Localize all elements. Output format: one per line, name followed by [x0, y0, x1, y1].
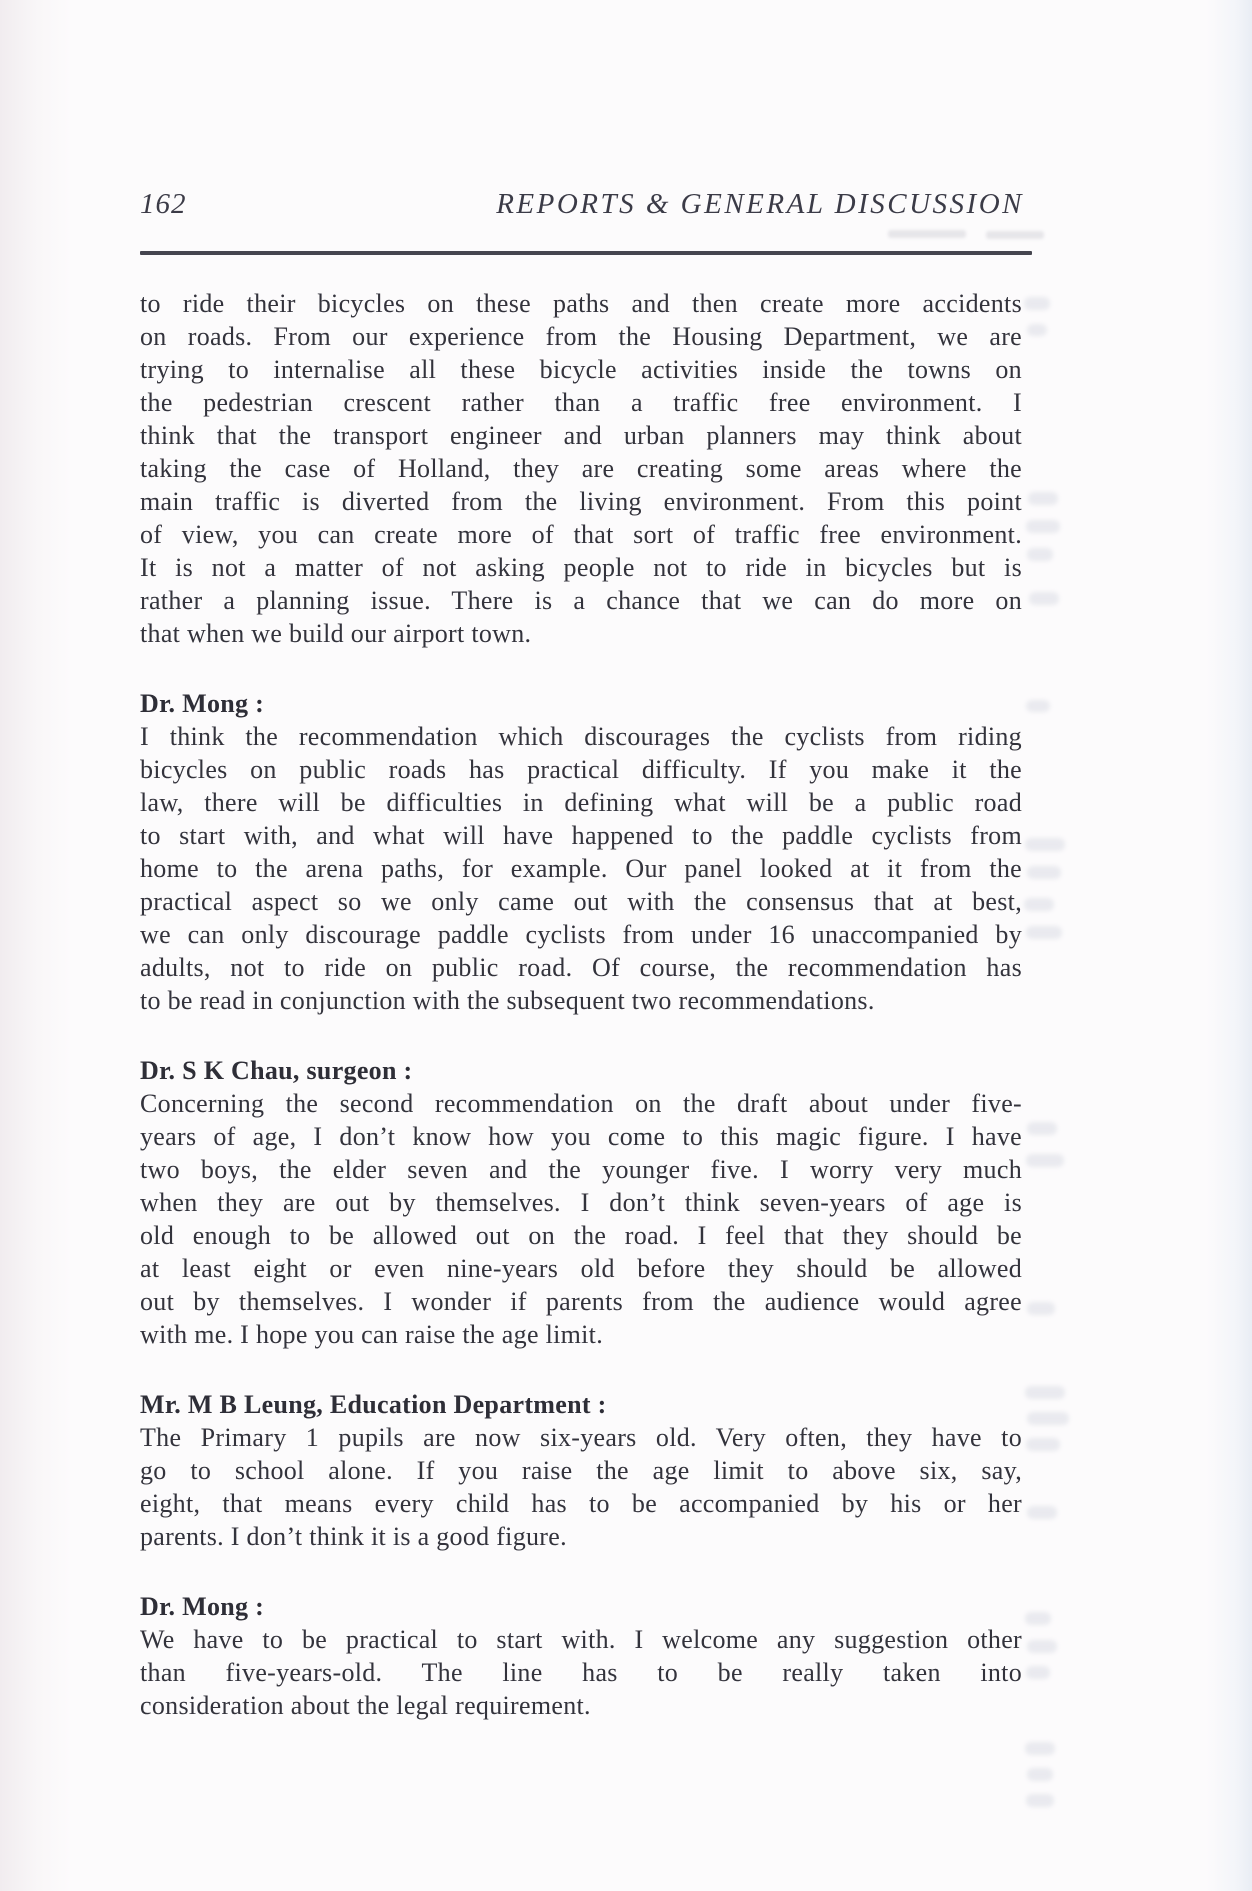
running-header [140, 188, 1024, 221]
running-head-title: REPORTS & GENERAL DISCUSSION [496, 188, 1024, 220]
speaker-section [140, 1054, 1022, 1351]
text-line: on roads. From our experience from the Housing Department, we are [140, 322, 1022, 351]
speaker-section [140, 687, 1022, 1017]
text-line: main traffic is diverted from the living environment. From this point [140, 487, 1022, 516]
text-line: two boys, the elder seven and the younger five. I worry very much [140, 1155, 1022, 1184]
speaker-heading: Dr. Mong : [140, 689, 265, 718]
bleedthrough-mark [1026, 1154, 1064, 1167]
text-line: to be read in conjunction with the subsequent two recommendations. [140, 986, 875, 1015]
text-line: at least eight or even nine-years old before they should be allowed [140, 1254, 1022, 1283]
text-line: we can only discourage paddle cyclists from under 16 unaccompanied by [140, 920, 1022, 949]
text-line: that when we build our airport town. [140, 619, 532, 648]
text-line: rather a planning issue. There is a chance that we can do more on [140, 586, 1022, 615]
bleedthrough-mark [1027, 548, 1053, 561]
bleedthrough-mark [1027, 324, 1047, 336]
speaker-heading: Mr. M B Leung, Education Department : [140, 1390, 607, 1419]
bleedthrough-mark [1027, 866, 1061, 879]
bleedthrough-mark [1025, 1612, 1051, 1625]
header-rule [140, 251, 1032, 255]
scan-smudge [986, 231, 1044, 239]
text-line: It is not a matter of not asking people not to ride in bicycles but is [140, 553, 1022, 582]
text-line: law, there will be difficulties in defining what will be a public road [140, 788, 1022, 817]
page-number: 162 [140, 188, 187, 220]
bleedthrough-mark [1029, 592, 1059, 605]
speaker-heading: Dr. S K Chau, surgeon : [140, 1056, 413, 1085]
bleedthrough-mark [1027, 1302, 1055, 1315]
scan-smudge [888, 230, 966, 238]
text-line: to start with, and what will have happened to the paddle cyclists from [140, 821, 1022, 850]
text-line: years of age, I don’t know how you come to this magic figure. I have [140, 1122, 1022, 1151]
text-line: consideration about the legal requirement. [140, 1691, 591, 1720]
text-line: than five-years-old. The line has to be really taken into [140, 1658, 1022, 1687]
text-line: think that the transport engineer and urban planners may think about [140, 421, 1022, 450]
bleedthrough-mark [1024, 297, 1050, 310]
text-line: go to school alone. If you raise the age limit to above six, say, [140, 1456, 1022, 1485]
text-line: with me. I hope you can raise the age limit. [140, 1320, 604, 1349]
speaker-section [140, 1388, 1022, 1553]
text-line: parents. I don’t think it is a good figure. [140, 1522, 567, 1551]
text-line: The Primary 1 pupils are now six-years old. Very often, they have to [140, 1423, 1022, 1452]
bleedthrough-mark [1027, 1412, 1069, 1425]
bleedthrough-mark [1027, 1768, 1053, 1781]
bleedthrough-mark [1027, 1640, 1057, 1653]
bleedthrough-mark [1026, 926, 1062, 939]
bleedthrough-mark [1025, 838, 1065, 851]
bleedthrough-mark [1028, 492, 1058, 505]
text-line: the pedestrian crescent rather than a traffic free environment. I [140, 388, 1022, 417]
text-line: We have to be practical to start with. I welcome any suggestion other [140, 1625, 1022, 1654]
bleedthrough-mark [1027, 1122, 1057, 1135]
bleedthrough-mark [1026, 700, 1050, 712]
bleedthrough-mark [1025, 1742, 1055, 1755]
bleedthrough-mark [1024, 898, 1054, 911]
text-line: to ride their bicycles on these paths and then create more accidents [140, 289, 1022, 318]
text-line: I think the recommendation which discourages the cyclists from riding [140, 722, 1022, 751]
text-line: practical aspect so we only came out with the consensus that at best, [140, 887, 1022, 916]
text-line: taking the case of Holland, they are creating some areas where the [140, 454, 1022, 483]
text-line: out by themselves. I wonder if parents from the audience would agree [140, 1287, 1022, 1316]
page-body-text [140, 287, 1022, 1722]
text-line: when they are out by themselves. I don’t think seven-years of age is [140, 1188, 1022, 1217]
bleedthrough-mark [1026, 520, 1060, 533]
text-line: home to the arena paths, for example. Our panel looked at it from the [140, 854, 1022, 883]
text-line: old enough to be allowed out on the road. I feel that they should be [140, 1221, 1022, 1250]
bleedthrough-mark [1027, 1506, 1057, 1519]
text-line: adults, not to ride on public road. Of course, the recommendation has [140, 953, 1022, 982]
bleedthrough-mark [1026, 1794, 1054, 1807]
text-line: Concerning the second recommendation on the draft about under five- [140, 1089, 1022, 1118]
bleedthrough-mark [1026, 1438, 1060, 1451]
text-line: bicycles on public roads has practical difficulty. If you make it the [140, 755, 1022, 784]
bleedthrough-mark [1025, 1386, 1065, 1399]
speaker-section [140, 1590, 1022, 1722]
text-line: eight, that means every child has to be accompanied by his or her [140, 1489, 1022, 1518]
speaker-heading: Dr. Mong : [140, 1592, 265, 1621]
bleedthrough-mark [1026, 1666, 1050, 1679]
text-line: trying to internalise all these bicycle activities inside the towns on [140, 355, 1022, 384]
paragraph-section [140, 287, 1022, 650]
text-line: of view, you can create more of that sort of traffic free environment. [140, 520, 1022, 549]
